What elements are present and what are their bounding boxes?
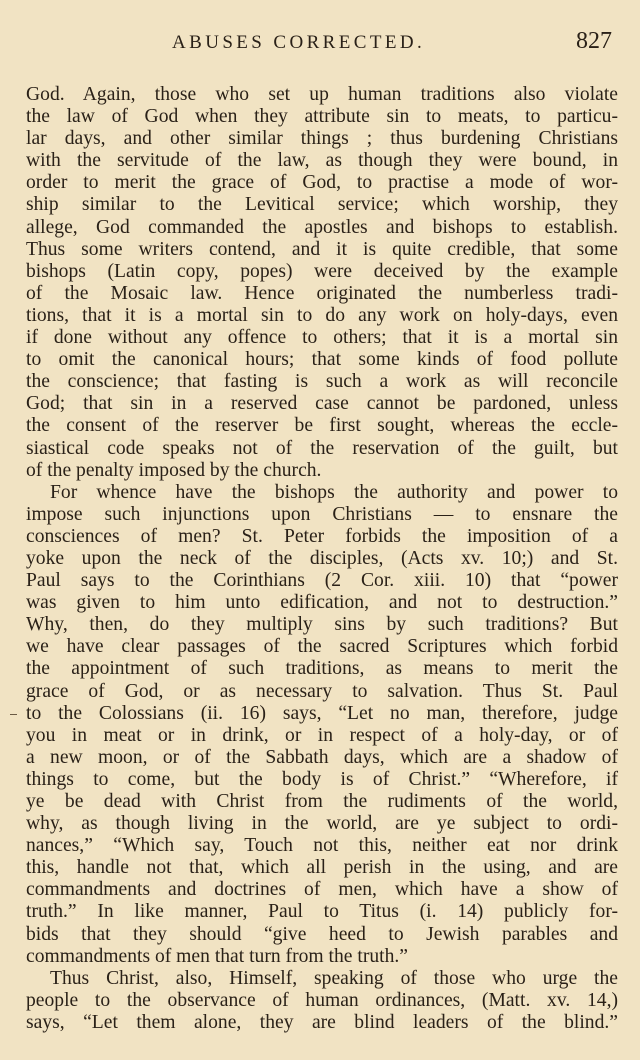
text-line: allege, God commanded the apostles and bishops to establish. <box>26 216 618 238</box>
running-head: ABUSES CORRECTED. <box>172 32 426 53</box>
text-line: yoke upon the neck of the disciples, (Acts xv. 10;) and St. <box>26 547 618 569</box>
text-line: things to come, but the body is of Christ.” “Wherefore, if <box>26 768 618 790</box>
text-line: consciences of men? St. Peter forbids the imposition of a <box>26 525 618 547</box>
page-header <box>0 28 640 58</box>
text-line: a new moon, or of the Sabbath days, which are a shadow of <box>26 746 618 768</box>
text-line: to omit the canonical hours; that some kinds of food pollute <box>26 349 618 371</box>
text-line: commandments and doctrines of men, which have a show of <box>26 879 618 901</box>
text-line: to the Colossians (ii. 16) says, “Let no man, therefore, judge <box>26 702 618 724</box>
text-line: grace of God, or as necessary to salvation. Thus St. Paul <box>26 680 618 702</box>
margin-mark <box>10 714 17 715</box>
text-line: God. Again, those who set up human traditions also violate <box>26 84 618 105</box>
text-line: bids that they should “give heed to Jewish parables and <box>26 923 618 945</box>
text-line: of the Mosaic law. Hence originated the numberless tradi- <box>26 282 618 304</box>
text-line: Thus Christ, also, Himself, speaking of those who urge the <box>50 967 618 989</box>
text-line: why, as though living in the world, are ye subject to ordi- <box>26 813 618 835</box>
text-line: was given to him unto edification, and not to destruction.” <box>26 592 618 614</box>
text-line: tions, that it is a mortal sin to do any work on holy-days, even <box>26 304 618 326</box>
text-line: people to the observance of human ordinances, (Matt. xv. 14,) <box>26 989 618 1011</box>
text-line: God; that sin in a reserved case cannot be pardoned, unless <box>26 393 618 415</box>
text-line: with the servitude of the law, as though they were bound, in <box>26 150 618 172</box>
text-line: impose such injunctions upon Christians — to ensnare the <box>26 503 618 525</box>
text-line: the consent of the reserver be first sought, whereas the eccle- <box>26 415 618 437</box>
body-text <box>26 84 618 1034</box>
text-line: we have clear passages of the sacred Scriptures which forbid <box>26 636 618 658</box>
text-line: siastical code speaks not of the reservation of the guilt, but <box>26 437 618 459</box>
text-line: For whence have the bishops the authority and power to <box>50 481 618 503</box>
text-line: you in meat or in drink, or in respect of a holy-day, or of <box>26 724 618 746</box>
text-line: order to merit the grace of God, to practise a mode of wor- <box>26 172 618 194</box>
text-line: truth.” In like manner, Paul to Titus (i. 14) publicly for- <box>26 901 618 923</box>
text-line: the appointment of such traditions, as means to merit the <box>26 658 618 680</box>
text-line: commandments of men that turn from the truth.” <box>26 945 408 967</box>
text-line: if done without any offence to others; that it is a mortal sin <box>26 327 618 349</box>
text-line: says, “Let them alone, they are blind leaders of the blind.” <box>26 1011 618 1033</box>
text-line: the law of God when they attribute sin to meats, to particu- <box>26 106 618 128</box>
text-line: ye be dead with Christ from the rudiments of the world, <box>26 791 618 812</box>
text-line: this, handle not that, which all perish in the using, and are <box>26 857 618 879</box>
text-line: Why, then, do they multiply sins by such traditions? But <box>26 614 618 636</box>
text-line: nances,” “Which say, Touch not this, neither eat nor drink <box>26 835 618 857</box>
text-line: lar days, and other similar things ; thus burdening Christians <box>26 128 618 150</box>
text-line: ship similar to the Levitical service; which worship, they <box>26 194 618 216</box>
text-line: bishops (Latin copy, popes) were deceived by the example <box>26 260 618 282</box>
text-line: Paul says to the Corinthians (2 Cor. xiii. 10) that “power <box>26 570 618 592</box>
text-line: of the penalty imposed by the church. <box>26 459 322 481</box>
page-number: 827 <box>576 28 612 54</box>
text-line: Thus some writers contend, and it is quite credible, that some <box>26 238 618 260</box>
text-line: the conscience; that fasting is such a work as will reconcile <box>26 371 618 393</box>
